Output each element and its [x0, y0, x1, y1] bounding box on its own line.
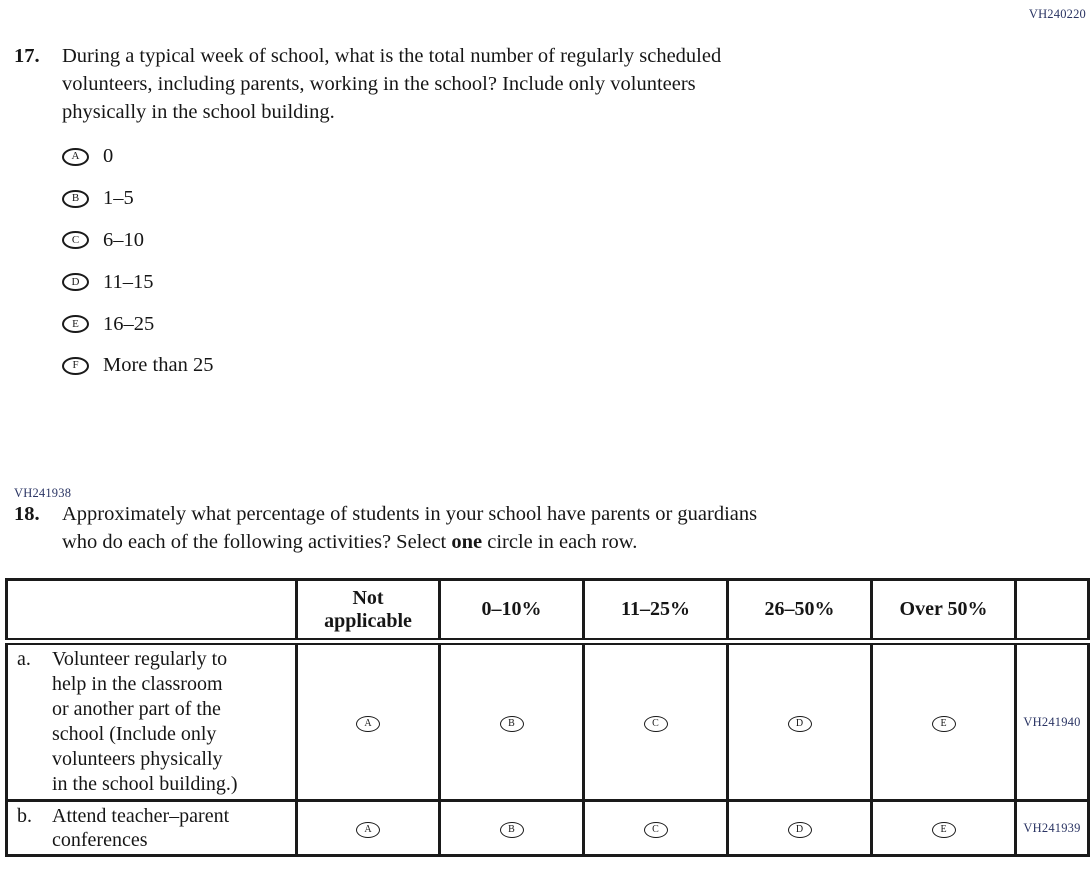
question-18-line-1: Approximately what percentage of students in your school have parents or guardians [62, 503, 758, 525]
row-b-cell-11-25 [584, 801, 728, 856]
row-b-id: b. [17, 805, 32, 827]
row-b-cell-not-applicable [297, 801, 440, 856]
question-18-table [5, 578, 1090, 857]
row-a-bubble-c[interactable]: C [644, 716, 668, 732]
question-17-number: 17. [14, 45, 40, 67]
question-18-line-2-before: who do each of the following activities? Select [62, 531, 452, 553]
row-b-label-line-2: conferences [52, 829, 148, 851]
row-b-cell-26-50 [728, 801, 872, 856]
option-row-e [62, 303, 213, 345]
header-not-applicable [297, 580, 440, 642]
answer-bubble-a[interactable]: A [62, 148, 89, 166]
row-a-cell-not-applicable [297, 642, 440, 801]
row-a-label-line-1: Volunteer regularly to [52, 648, 228, 670]
row-a-bubble-a[interactable]: A [356, 716, 380, 732]
question-18-code: VH241938 [14, 486, 72, 500]
row-b-cell-over-50 [872, 801, 1016, 856]
option-b-label: 1–5 [103, 187, 134, 210]
row-a-id: a. [17, 648, 31, 670]
question-17 [14, 42, 721, 126]
question-18-text [62, 500, 757, 556]
row-a-label-line-3: or another part of the [52, 698, 221, 720]
row-a-label-line-2: help in the classroom [52, 673, 223, 695]
row-a-bubble-b[interactable]: B [500, 716, 524, 732]
question-17-line-1: During a typical week of school, what is the total number of regularly scheduled [62, 45, 722, 67]
answer-bubble-e[interactable]: E [62, 315, 89, 333]
question-17-line-2: volunteers, including parents, working in the school? Include only volunteers [62, 73, 696, 95]
row-b-label [52, 804, 229, 852]
table-row-b [7, 801, 1089, 856]
question-17-text [62, 42, 721, 126]
row-b-bubble-a[interactable]: A [356, 822, 380, 838]
header-0-10: 0–10% [440, 580, 584, 642]
row-a-bubble-e[interactable]: E [932, 716, 956, 732]
row-b-label-line-1: Attend teacher–parent [52, 805, 230, 827]
row-a-label-line-4: school (Include only [52, 723, 217, 745]
option-row-f [62, 345, 213, 387]
header-over-50: Over 50% [872, 580, 1016, 642]
row-a-cell-0-10 [440, 642, 584, 801]
row-b-label-cell [7, 801, 297, 856]
form-code-top-right: VH240220 [1028, 7, 1086, 21]
row-a-label [52, 647, 238, 797]
option-row-c [62, 220, 213, 262]
question-18-line-2-after: circle in each row. [482, 531, 638, 553]
header-not-applicable-line2: applicable [324, 609, 412, 632]
header-26-50: 26–50% [728, 580, 872, 642]
row-a-cell-11-25 [584, 642, 728, 801]
option-row-b [62, 178, 213, 220]
row-b-bubble-c[interactable]: C [644, 822, 668, 838]
question-18-line-2 [62, 528, 757, 556]
row-b-code: VH241939 [1016, 801, 1089, 856]
row-a-cell-over-50 [872, 642, 1016, 801]
row-b-bubble-d[interactable]: D [788, 822, 812, 838]
option-c-label: 6–10 [103, 228, 144, 251]
header-empty-corner [7, 580, 297, 642]
row-b-bubble-e[interactable]: E [932, 822, 956, 838]
table-header-row [7, 580, 1089, 642]
question-17-line-3: physically in the school building. [62, 101, 335, 123]
option-row-d [62, 261, 213, 303]
answer-bubble-d[interactable]: D [62, 273, 89, 291]
row-b-bubble-b[interactable]: B [500, 822, 524, 838]
question-17-options [62, 136, 213, 387]
option-e-label: 16–25 [103, 312, 155, 335]
row-a-bubble-d[interactable]: D [788, 716, 812, 732]
answer-bubble-b[interactable]: B [62, 190, 89, 208]
row-a-cell-26-50 [728, 642, 872, 801]
question-18-number: 18. [14, 503, 40, 525]
answer-bubble-f[interactable]: F [62, 357, 89, 375]
row-a-label-line-6: in the school building.) [52, 773, 238, 795]
row-a-label-cell [7, 642, 297, 801]
header-not-applicable-line1: Not [352, 586, 384, 609]
option-row-a [62, 136, 213, 178]
answer-bubble-c[interactable]: C [62, 231, 89, 249]
option-a-label: 0 [103, 145, 114, 168]
row-a-code: VH241940 [1016, 642, 1089, 801]
header-11-25: 11–25% [584, 580, 728, 642]
question-18-bold-word: one [451, 531, 483, 553]
row-b-cell-0-10 [440, 801, 584, 856]
option-f-label: More than 25 [103, 354, 214, 377]
table-row-a [7, 642, 1089, 801]
option-d-label: 11–15 [103, 270, 154, 293]
header-empty-code-column [1016, 580, 1089, 642]
row-a-label-line-5: volunteers physically [52, 748, 223, 770]
question-18 [14, 500, 757, 556]
